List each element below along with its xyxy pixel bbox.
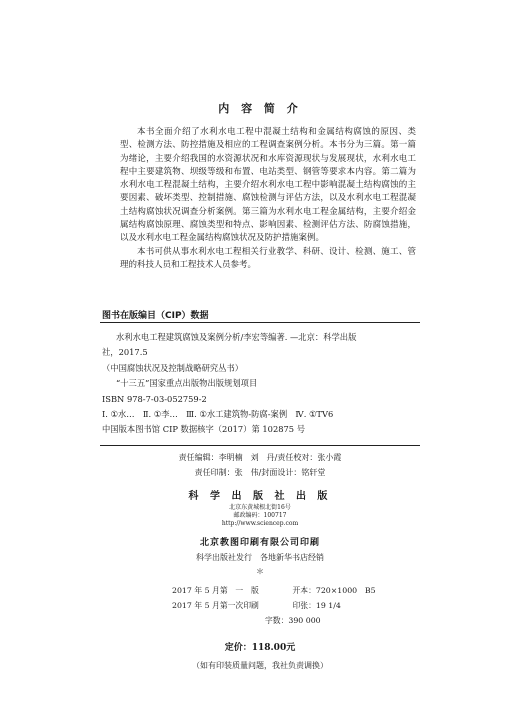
separator-star: ＊ [256, 567, 264, 576]
cip-top-rule [100, 322, 420, 323]
cip-line-publisher: 社，2017.5 [102, 347, 148, 358]
cip-line-series: （中国腐蚀状况及控制战略研究丛书） [102, 362, 244, 373]
spec-row-edition [172, 585, 376, 596]
spec-format: 开本：720×1000 B5 [292, 586, 376, 595]
cip-line-project: “十三五”国家重点出版物出版规划项目 [116, 378, 258, 389]
spec-row-print [172, 600, 341, 611]
spec-edition-date: 2017 年 5 月第 一 版 [172, 586, 259, 595]
publisher-website: http://www.sciencep.com [221, 520, 299, 527]
printer-name: 北京教图印刷有限公司印刷 [199, 538, 320, 548]
spec-print-date: 2017 年 5 月第一次印刷 [172, 601, 259, 610]
quality-notice: （如有印装质量问题，我社负责调换） [192, 661, 328, 670]
cip-heading: 图书在版编目（CIP）数据 [102, 311, 209, 321]
cip-bottom-rule [100, 445, 420, 446]
publisher-address: 北京东黄城根北街16号 [229, 504, 291, 511]
spec-sheets: 印张：19 1/4 [292, 601, 341, 610]
publisher-postcode: 邮政编码：100717 [233, 512, 287, 519]
intro-body [120, 126, 416, 272]
price: 定价：118.00元 [224, 643, 296, 653]
credit-editors: 责任编辑：李明楠 刘 丹/责任校对：张小霞 [178, 453, 342, 462]
cip-line-title: 水利水电工程建筑腐蚀及案例分析/李宏等编著. —北京：科学出版 [116, 332, 357, 342]
intro-title: 内 容 简 介 [218, 102, 302, 115]
cip-line-number: 中国版本图书馆 CIP 数据核字（2017）第 102875 号 [102, 424, 305, 435]
credit-production: 责任印制：张 伟/封面设计：铭轩堂 [194, 468, 326, 477]
distribution-line: 科学出版社发行 各地新华书店经销 [196, 553, 324, 562]
cip-line-classification: Ⅰ. ①水… Ⅱ. ①李… Ⅲ. ①水工建筑物-防腐-案例 Ⅳ. ①TV6 [102, 409, 334, 420]
spec-words: 字数：390 000 [265, 616, 321, 625]
intro-paragraph-2: 本书可供从事水利水电工程相关行业教学、科研、设计、检测、施工、管理的科技人员和工程技术人员参考。 [120, 246, 416, 270]
intro-paragraph-1: 本书全面介绍了水利水电工程中混凝土结构和金属结构腐蚀的原因、类型、检测方法、防控措施及相应的工程调查案例分析。本书分为三篇。第一篇为绪论，主要介绍我国的水资源状况和水库资源现状与发展现状，水利水电工程中主要建筑物、坝级等级和布置、电站类型、钢管等要求本内容。第二篇为水利水电工程混凝土结构，主要介绍水利水电工程中影响混凝土结构腐蚀的主要因素、破坏类型、控制措施、腐蚀检测与评估方法，以及水利水电工程混凝土结构腐蚀状况调查分析案例。第三篇为水利水电工程金属结构，主要介绍金属结构腐蚀原理、腐蚀类型和特点、影响因素、检测评估方法、防腐蚀措施，以及水利水电工程金属结构腐蚀状况及防护措施案例。 [120, 127, 416, 244]
spec-row-words [265, 615, 321, 626]
cip-block [102, 330, 416, 438]
cip-line-isbn: ISBN 978-7-03-052759-2 [102, 393, 207, 404]
publisher-name: 科 学 出 版 社 出 版 [188, 491, 332, 502]
